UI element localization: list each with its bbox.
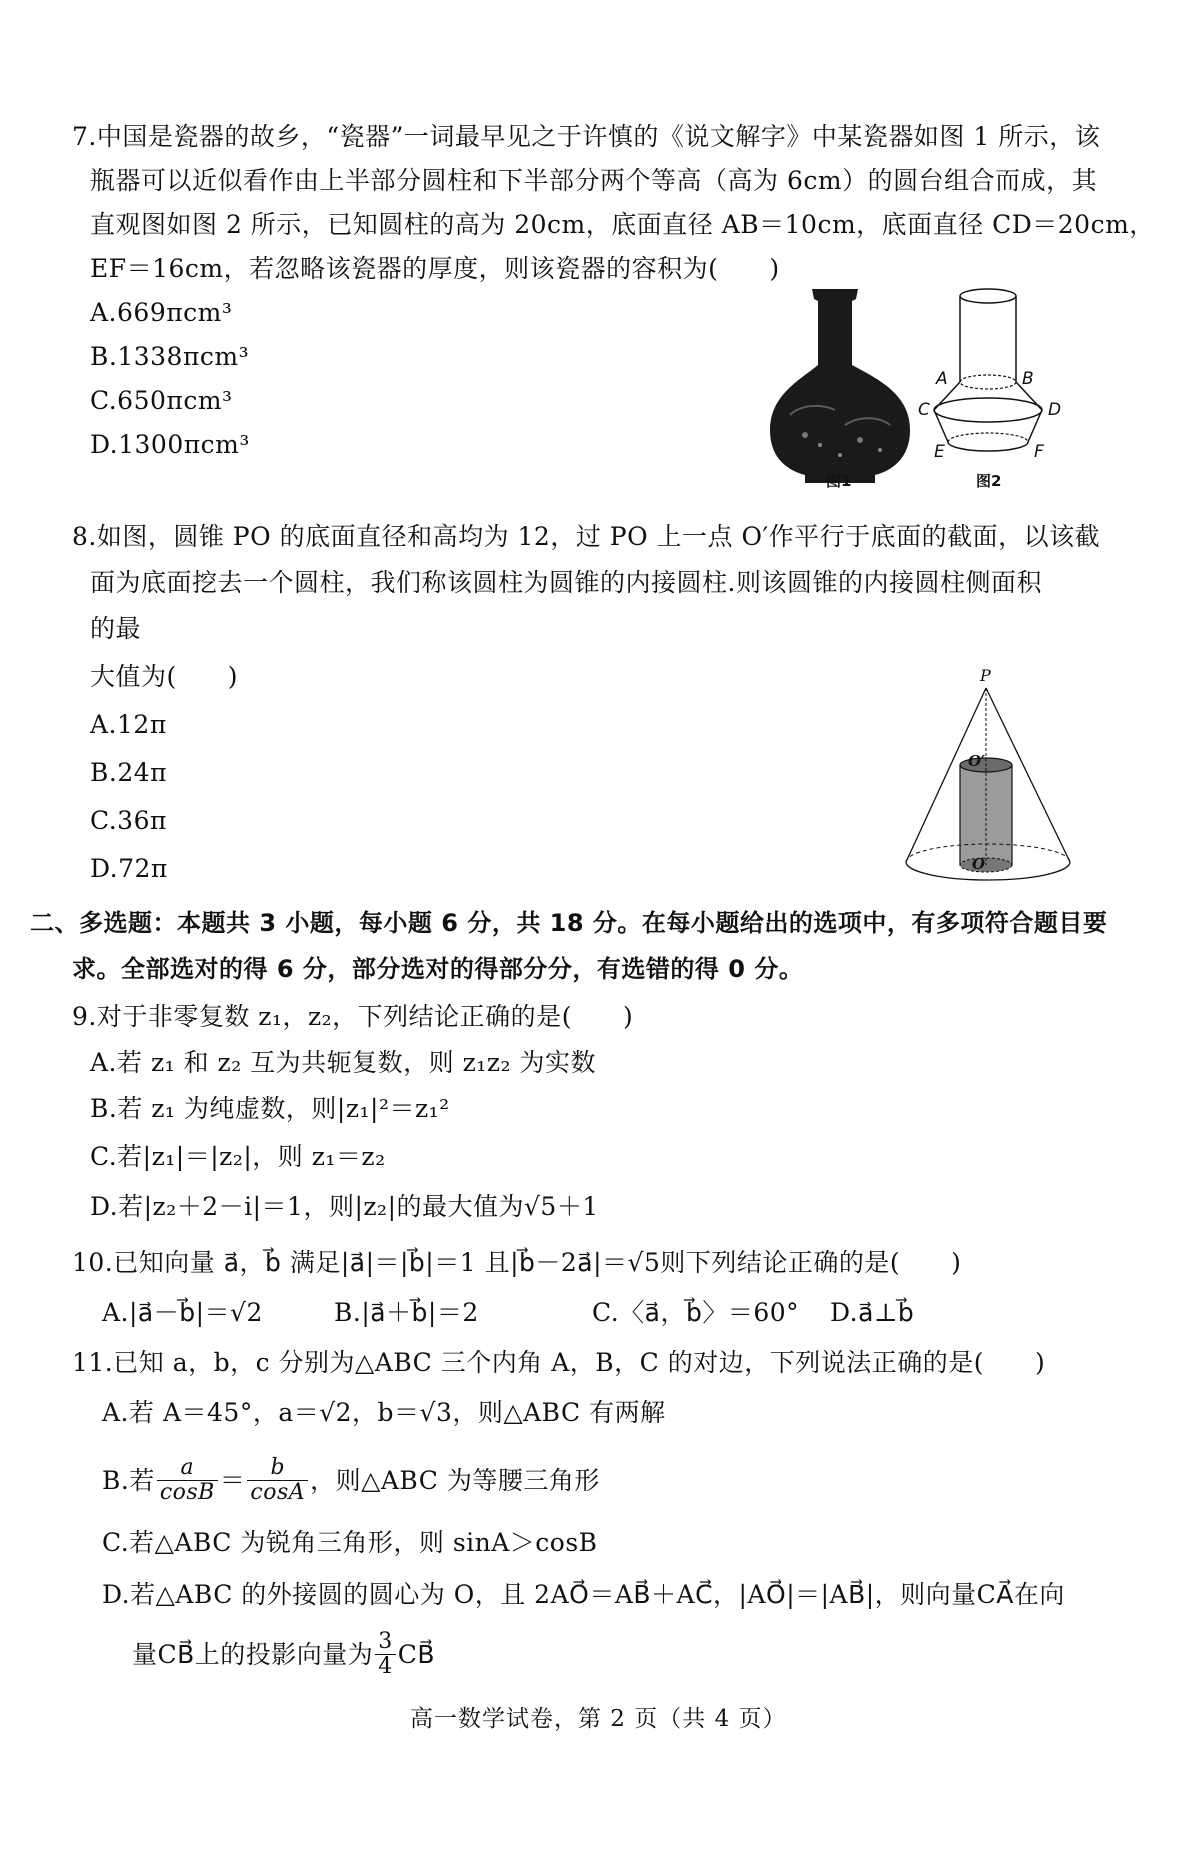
q7-option-b: B.1338πcm³ [90,342,250,371]
fraction-numerator: 3 [375,1630,396,1655]
q11-option-b-prefix: B.若 [102,1465,155,1495]
fraction-b-over-cosa [247,1456,308,1505]
q10-option-d: D.a⃗⊥b⃗ [830,1298,915,1327]
q7-line-4: EF＝16cm，若忽略该瓷器的厚度，则该瓷器的容积为( ) [90,254,780,283]
q7-line-2: 瓶器可以近似看作由上半部分圆柱和下半部分两个等高（高为 6cm）的圆台组合而成，其 [90,166,1098,195]
label-a: A [936,369,948,389]
label-c: C [918,400,930,420]
fraction-numerator: b [247,1456,308,1481]
q10-stem: 10.已知向量 a⃗，b⃗ 满足|a⃗|＝|b⃗|＝1 且|b⃗－2a⃗|＝√5则下列结论正确的是( ) [72,1248,962,1277]
q7-option-c: C.650πcm³ [90,386,233,415]
label-f: F [1034,442,1044,462]
fraction-denominator: cosB [159,1480,215,1505]
label-o: O [972,855,986,873]
q7-line-3: 直观图如图 2 所示，已知圆柱的高为 20cm，底面直径 AB＝10cm，底面直径 CD＝20cm， [90,210,1155,239]
q11-option-c: C.若△ABC 为锐角三角形，则 sinA＞cosB [102,1528,598,1557]
q11-option-b-suffix: ，则△ABC 为等腰三角形 [310,1465,600,1495]
figure-1-vase [760,285,920,499]
q7-option-d: D.1300πcm³ [90,430,250,459]
page-footer: 高一数学试卷，第 2 页（共 4 页） [410,1706,787,1732]
q9-option-d: D.若|z₂＋2－i|＝1，则|z₂|的最大值为√5＋1 [90,1192,599,1221]
figure-2-diagram [918,282,1078,490]
q11-option-d-line-1: D.若△ABC 的外接圆的圆心为 O，且 2AO⃗＝AB⃗＋AC⃗，|AO⃗|＝|AB⃗|，则向量CA⃗在向 [102,1580,1065,1609]
fraction-denominator: cosA [250,1480,306,1505]
label-o-prime: O′ [968,752,986,770]
fraction-denominator: 4 [378,1654,393,1679]
figure-2-caption: 图2 [976,472,1002,490]
q9-option-b: B.若 z₁ 为纯虚数，则|z₁|²＝z₁² [90,1094,450,1123]
q7-line-1: 7.中国是瓷器的故乡，“瓷器”一词最早见之于许慎的《说文解字》中某瓷器如图 1 所示，该 [72,122,1101,151]
fraction-a-over-cosb [157,1456,218,1505]
q11-option-a: A.若 A＝45°，a＝√2，b＝√3，则△ABC 有两解 [102,1398,666,1427]
cone-figure [900,666,1080,894]
q8-option-d: D.72π [90,854,168,883]
q7-option-a: A.669πcm³ [90,298,233,327]
label-p: P [980,666,991,685]
q11-stem: 11.已知 a，b，c 分别为△ABC 三个内角 A，B，C 的对边，下列说法正确的是( ) [72,1348,1046,1377]
q8-line-4: 大值为( ) [90,662,239,691]
q10-option-c: C.〈a⃗，b⃗〉＝60° [592,1298,800,1327]
section-2-header-line-2: 求。全部选对的得 6 分，部分选对的得部分分，有选错的得 0 分。 [72,955,804,983]
q9-option-c: C.若|z₁|＝|z₂|，则 z₁＝z₂ [90,1142,386,1171]
label-d: D [1048,400,1062,420]
q8-option-a: A.12π [90,710,167,739]
q11-option-d-line-2 [132,1630,435,1679]
q11-option-b [102,1456,600,1505]
q11-option-d-line-2-suffix: CB⃗ [397,1639,436,1669]
q9-option-a: A.若 z₁ 和 z₂ 互为共轭复数，则 z₁z₂ 为实数 [90,1048,596,1077]
cone-diagram [900,670,1080,890]
equals-sign: ＝ [219,1465,246,1495]
q10-option-b: B.|a⃗＋b⃗|＝2 [334,1298,479,1327]
q8-line-1: 8.如图，圆锥 PO 的底面直径和高均为 12，过 PO 上一点 O′作平行于底面的截面，以该截 [72,522,1101,551]
q8-line-3: 的最 [90,614,142,643]
q8-line-2: 面为底面挖去一个圆柱，我们称该圆柱为圆锥的内接圆柱.则该圆锥的内接圆柱侧面积 [90,568,1042,597]
label-b: B [1022,369,1034,389]
figure-1-caption: 图1 [826,472,852,490]
label-e: E [934,442,945,462]
fraction-numerator: a [157,1456,218,1481]
fraction-three-quarters [375,1630,396,1679]
q11-option-d-line-2-prefix: 量CB⃗上的投影向量为 [132,1639,374,1669]
section-2-header-line-1: 二、多选题：本题共 3 小题，每小题 6 分，共 18 分。在每小题给出的选项中，有多项符合题目要 [30,909,1108,937]
vase-image [760,285,920,495]
q8-option-c: C.36π [90,806,167,835]
q8-option-b: B.24π [90,758,168,787]
q9-stem: 9.对于非零复数 z₁，z₂，下列结论正确的是( ) [72,1002,634,1031]
q10-option-a: A.|a⃗－b⃗|＝√2 [102,1298,263,1327]
